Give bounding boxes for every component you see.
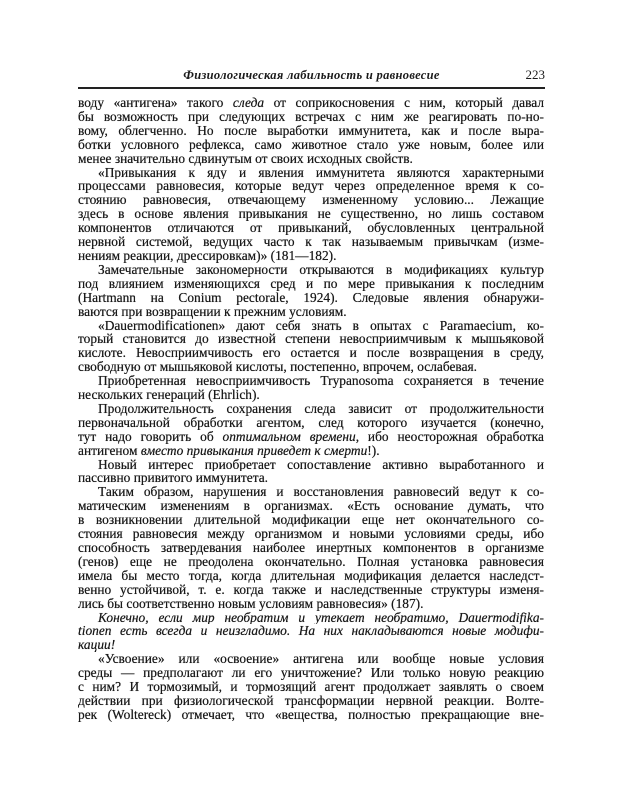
text-line bbox=[78, 583, 544, 597]
text-line bbox=[78, 277, 544, 291]
text-line bbox=[78, 221, 544, 235]
text-line bbox=[78, 124, 544, 138]
italic-text-segment: вместо привыкания приведет к смерти bbox=[140, 443, 368, 458]
text-line bbox=[78, 680, 544, 694]
text-segment: Приобретенная невосприимчивость Trypanosoma сохраняется в течение bbox=[98, 374, 544, 389]
text-segment: !). bbox=[367, 443, 380, 458]
text-segment: рек (Woltereck) отмечает, что «вещества, полностью прекращающие вне- bbox=[78, 707, 544, 722]
text-line bbox=[78, 624, 544, 638]
text-line bbox=[78, 694, 544, 708]
text-line bbox=[78, 458, 544, 472]
text-line bbox=[78, 485, 544, 499]
text-line bbox=[78, 597, 544, 611]
text-line bbox=[78, 374, 544, 388]
text-segment: стоянию равновесия, отвечающему измененному условию... Лежащие bbox=[78, 193, 544, 208]
text-line bbox=[78, 388, 544, 402]
text-segment: среды — предполагают ли его уничтожение? Или только новую реакцию bbox=[78, 666, 544, 681]
italic-text-segment: tionen есть всегда и неизгладимо. На них накладываются новые модифи- bbox=[78, 624, 544, 639]
text-segment: способность затвердевания наиболее инертных компонентов в организме bbox=[78, 541, 544, 555]
running-title: Физиологическая лабильность и равновесие bbox=[183, 68, 440, 82]
page-body-text bbox=[78, 96, 544, 722]
text-line bbox=[78, 471, 544, 485]
text-segment: , ибо неосторожная обработка bbox=[355, 429, 544, 444]
italic-text-segment: кации! bbox=[78, 638, 116, 653]
text-line bbox=[78, 430, 544, 444]
text-segment: нервной системой, ведущих часто к так называемым привычкам (изме- bbox=[78, 235, 544, 249]
text-segment: Таким образом, нарушения и восстановления равновесий ведут к со- bbox=[98, 485, 544, 500]
text-segment: действии при физиологической трансформации нервной реакции. Волте- bbox=[78, 693, 544, 708]
text-line bbox=[78, 416, 544, 430]
text-line bbox=[78, 179, 544, 193]
text-line bbox=[78, 263, 544, 277]
text-line bbox=[78, 346, 544, 360]
text-segment: пассивно привитого иммунитета. bbox=[78, 471, 269, 486]
text-line bbox=[78, 332, 544, 346]
text-segment: (Hartmann на Conium pectorale, 1924). Следовые явления обнаружи- bbox=[78, 290, 544, 305]
text-segment: Замечательные закономерности открываются в модификациях культур bbox=[98, 262, 544, 277]
text-segment: матическим изменениям в организмах. «Есть основание думать, что bbox=[78, 499, 544, 514]
text-segment: в возникновении длительной модификации еще нет окончательного со- bbox=[78, 513, 544, 528]
page-header bbox=[78, 66, 545, 84]
text-segment: лись бы соответственно новым условиям равновесия» (187). bbox=[78, 596, 424, 611]
text-line bbox=[78, 541, 544, 555]
text-line bbox=[78, 555, 544, 569]
text-line bbox=[78, 652, 544, 666]
text-segment: бы возможность при следующих встречах с ним же реагировать по-но- bbox=[78, 109, 544, 124]
text-line bbox=[78, 666, 544, 680]
text-line bbox=[78, 611, 544, 625]
text-line bbox=[78, 569, 544, 583]
text-line bbox=[78, 305, 544, 319]
text-segment: стояния равновесия между организмом и новыми условиями среды, ибо bbox=[78, 527, 544, 541]
text-segment: компонентов отличаются от привыканий, обусловленных центральной bbox=[78, 221, 544, 236]
text-segment: процессами равновесия, которые ведут через определенное время к со- bbox=[78, 179, 544, 194]
text-segment: ботки условного рефлекса, само животное стало уже новым, более или bbox=[78, 137, 544, 152]
text-line bbox=[78, 249, 544, 263]
text-segment: «Усвоение» или «освоение» антигена или вообще новые условия bbox=[98, 652, 544, 667]
text-segment: тут надо говорить об bbox=[78, 429, 223, 444]
text-segment: менее значительно сдвинутым от своих исходных свойств. bbox=[78, 151, 413, 166]
text-segment: имела бы место тогда, когда длительная модификация делается наследст- bbox=[78, 568, 544, 583]
text-line bbox=[78, 207, 544, 221]
text-line bbox=[78, 527, 544, 541]
text-line bbox=[78, 291, 544, 305]
italic-text-segment: следа bbox=[232, 96, 265, 110]
text-segment: нескольких генераций (Ehrlich). bbox=[78, 388, 260, 402]
text-line bbox=[78, 138, 544, 152]
page-number: 223 bbox=[525, 67, 545, 82]
text-line bbox=[78, 193, 544, 207]
text-line bbox=[78, 110, 544, 124]
text-line bbox=[78, 402, 544, 416]
text-segment: нениям реакции, дрессировкам)» (181—182). bbox=[78, 248, 337, 263]
text-segment: «Привыкания к яду и явления иммунитета являются характерными bbox=[98, 165, 544, 180]
text-segment: первоначальной обработки агентом, след которого изучается (конечно, bbox=[78, 415, 544, 430]
text-line bbox=[78, 708, 544, 722]
text-segment: свободную от мышьяковой кислоты, постепенно, впрочем, ослабевая. bbox=[78, 360, 478, 375]
text-segment: от соприкосновения с ним, который давал bbox=[264, 96, 544, 110]
text-line bbox=[78, 235, 544, 249]
header-rule bbox=[78, 87, 545, 89]
text-segment: Продолжительность сохранения следа зависит от продолжительности bbox=[98, 401, 544, 416]
text-line bbox=[78, 319, 544, 333]
text-segment: торый становится до известной степени невосприимчивым к мышьяковой bbox=[78, 332, 544, 347]
text-segment: «Dauermodificationen» дают себя знать в опытах с Paramaecium, ко- bbox=[98, 318, 544, 333]
text-line bbox=[78, 638, 544, 652]
text-segment: воду «антигена» такого bbox=[78, 96, 233, 110]
text-line bbox=[78, 96, 544, 110]
text-line bbox=[78, 166, 544, 180]
italic-text-segment: оптимальном времени bbox=[222, 429, 356, 444]
text-segment: (генов) еще не преодолена окончательно. Полная установка равновесия bbox=[78, 554, 544, 569]
text-segment: под влиянием изменяющихся сред и по мере привыкания к последним bbox=[78, 276, 544, 291]
text-segment: кислоте. Невосприимчивость его остается и после возвращения в среду, bbox=[78, 346, 544, 361]
italic-text-segment: Конечно, если мир необратим и утекает необратимо, Dauermodifika- bbox=[98, 610, 544, 625]
text-segment: антигеном bbox=[78, 443, 141, 458]
text-line bbox=[78, 152, 544, 166]
text-line bbox=[78, 499, 544, 513]
text-segment: венно устойчивой, т. е. когда также и наследственные структуры изменя- bbox=[78, 582, 544, 597]
text-segment: ваются при возвращении к прежним условиям. bbox=[78, 304, 347, 319]
text-line bbox=[78, 360, 544, 374]
text-line bbox=[78, 444, 544, 458]
text-segment: здесь в основе явления привыкания не существенно, но лишь составом bbox=[78, 207, 544, 222]
text-line bbox=[78, 513, 544, 527]
text-segment: вому, облегченно. Но после выработки иммунитета, как и после выра- bbox=[78, 123, 544, 138]
text-segment: с ним? И тормозимый, и тормозящий агент продолжает заявлять о своем bbox=[78, 680, 544, 694]
text-segment: Новый интерес приобретает сопоставление активно выработанного и bbox=[98, 457, 544, 472]
